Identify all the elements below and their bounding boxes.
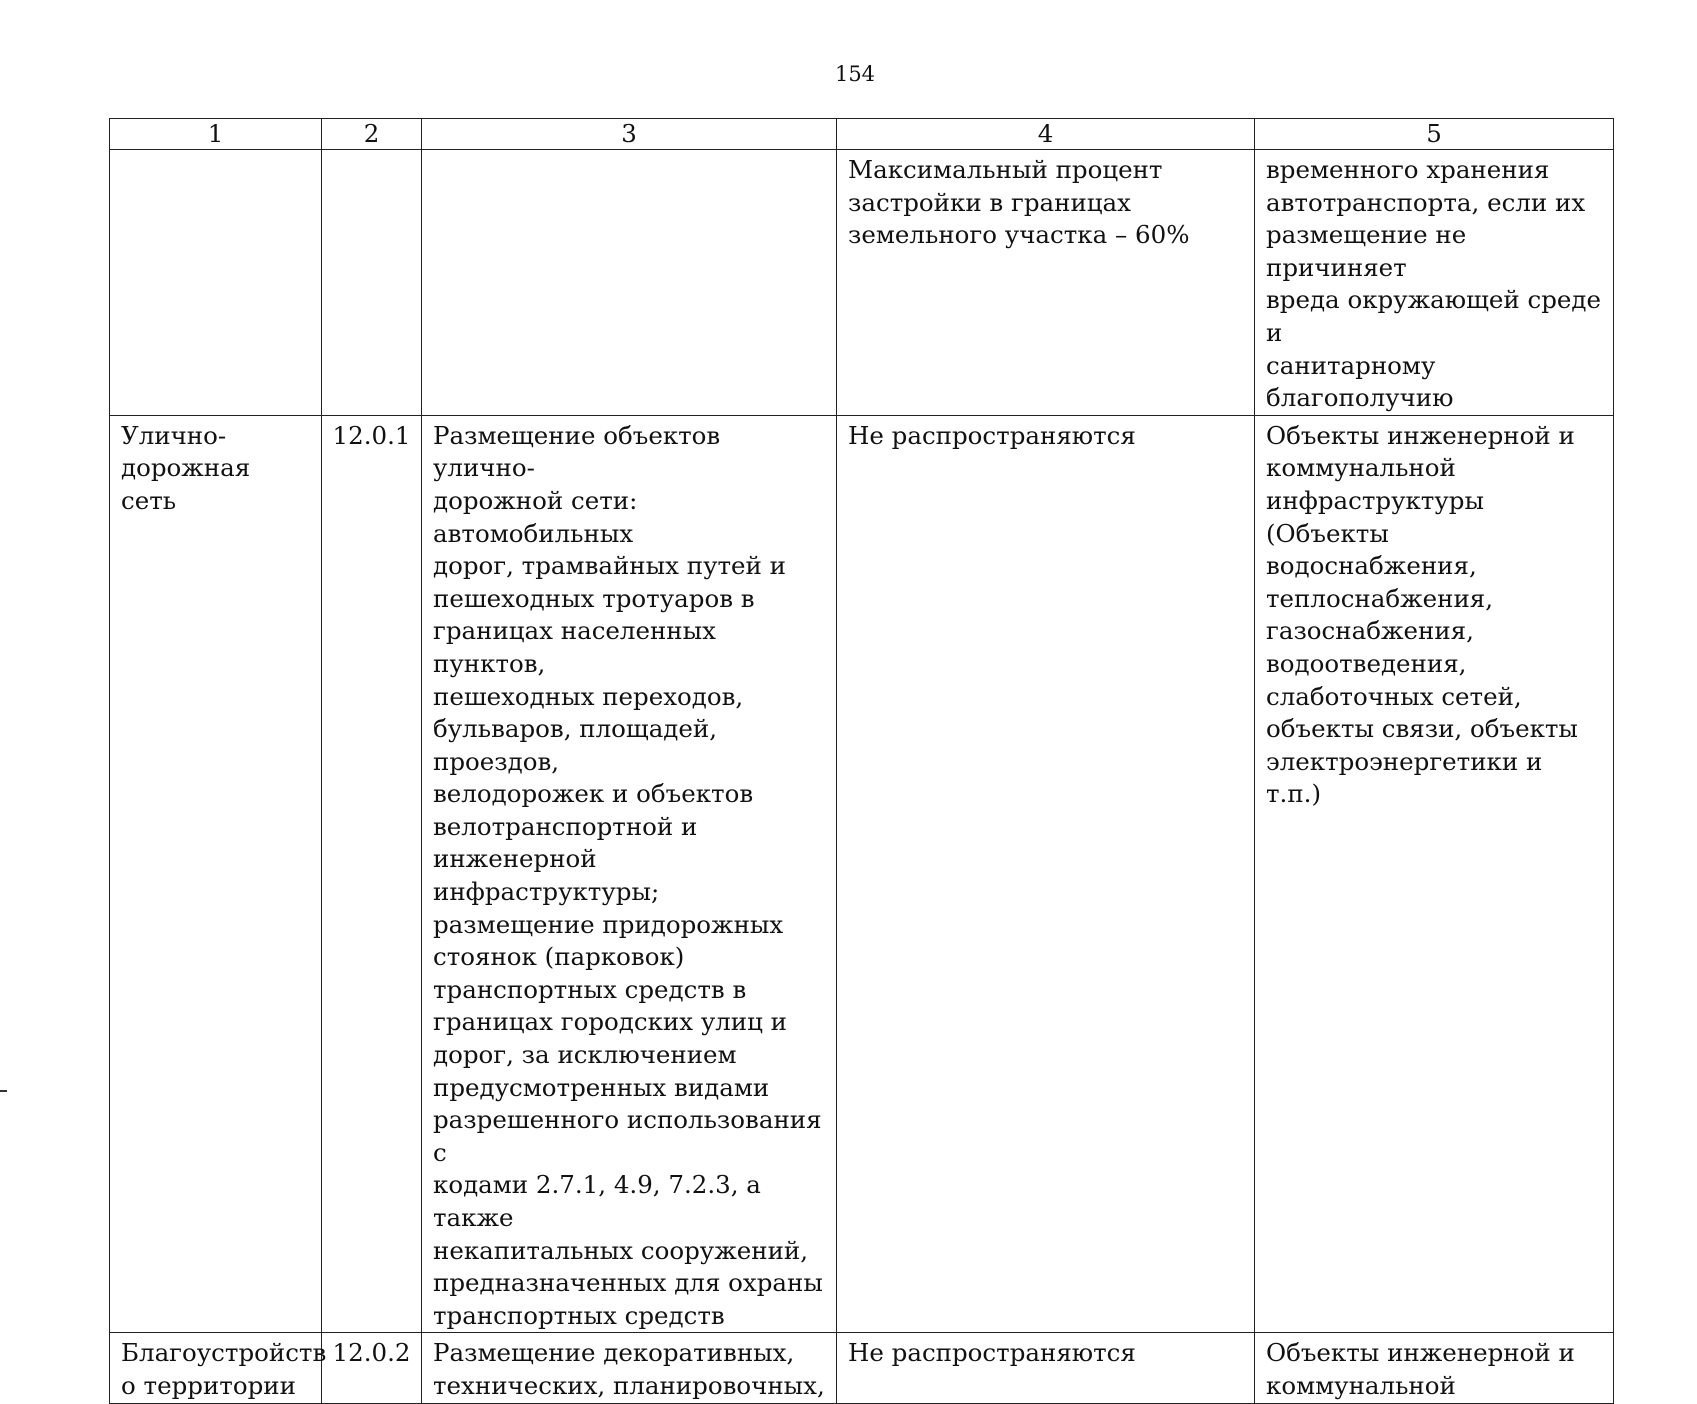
land-use-name-cell: Улично- дорожная сеть: [110, 415, 322, 1333]
land-use-name-cell: Благоустройств о территории: [110, 1333, 322, 1403]
margin-mark: [0, 1090, 7, 1092]
column-header-1: 1: [110, 119, 322, 150]
land-use-description-cell: Размещение декоративных, технических, планировочных,: [422, 1333, 837, 1403]
page-number: 154: [834, 62, 876, 86]
auxiliary-uses-cell: Объекты инженерной и коммунальной инфраструктуры (Объекты водоснабжения, теплоснабжения, газоснабжения, водоотведения, слаботочных сетей, объекты связи, объекты электроэнергетики и т.п.): [1255, 415, 1614, 1333]
parameters-cell: Максимальный процент застройки в границах земельного участка – 60%: [837, 150, 1255, 416]
table-row: [110, 415, 1614, 1333]
column-header-3: 3: [422, 119, 837, 150]
parameters-cell: Не распространяются: [837, 415, 1255, 1333]
land-use-code-cell: 12.0.1: [322, 415, 422, 1333]
land-use-code-cell: [322, 150, 422, 416]
column-header-2: 2: [322, 119, 422, 150]
land-use-name-cell: [110, 150, 322, 416]
land-use-table: [109, 118, 1614, 1404]
auxiliary-uses-cell: Объекты инженерной и коммунальной: [1255, 1333, 1614, 1403]
auxiliary-uses-cell: временного хранения автотранспорта, если их размещение не причиняет вреда окружающей среде и санитарному благополучию: [1255, 150, 1614, 416]
table-header-row: [110, 119, 1614, 150]
land-use-description-cell: Размещение объектов улично- дорожной сети: автомобильных дорог, трамвайных путей и пешеходных тротуаров в границах населенных пунктов, пешеходных переходов, бульваров, площадей, проездов, велодорожек и объектов велотранспортной и инженерной инфраструктуры; размещение придорожных стоянок (парковок) транспортных средств в границах городских улиц и дорог, за исключением предусмотренных видами разрешенного использования с кодами 2.7.1, 4.9, 7.2.3, а также некапитальных сооружений, предназначенных для охраны транспортных средств: [422, 415, 837, 1333]
column-header-4: 4: [837, 119, 1255, 150]
table-row: [110, 150, 1614, 416]
table-row: [110, 1333, 1614, 1403]
land-use-code-cell: 12.0.2: [322, 1333, 422, 1403]
column-header-5: 5: [1255, 119, 1614, 150]
land-use-description-cell: [422, 150, 837, 416]
parameters-cell: Не распространяются: [837, 1333, 1255, 1403]
